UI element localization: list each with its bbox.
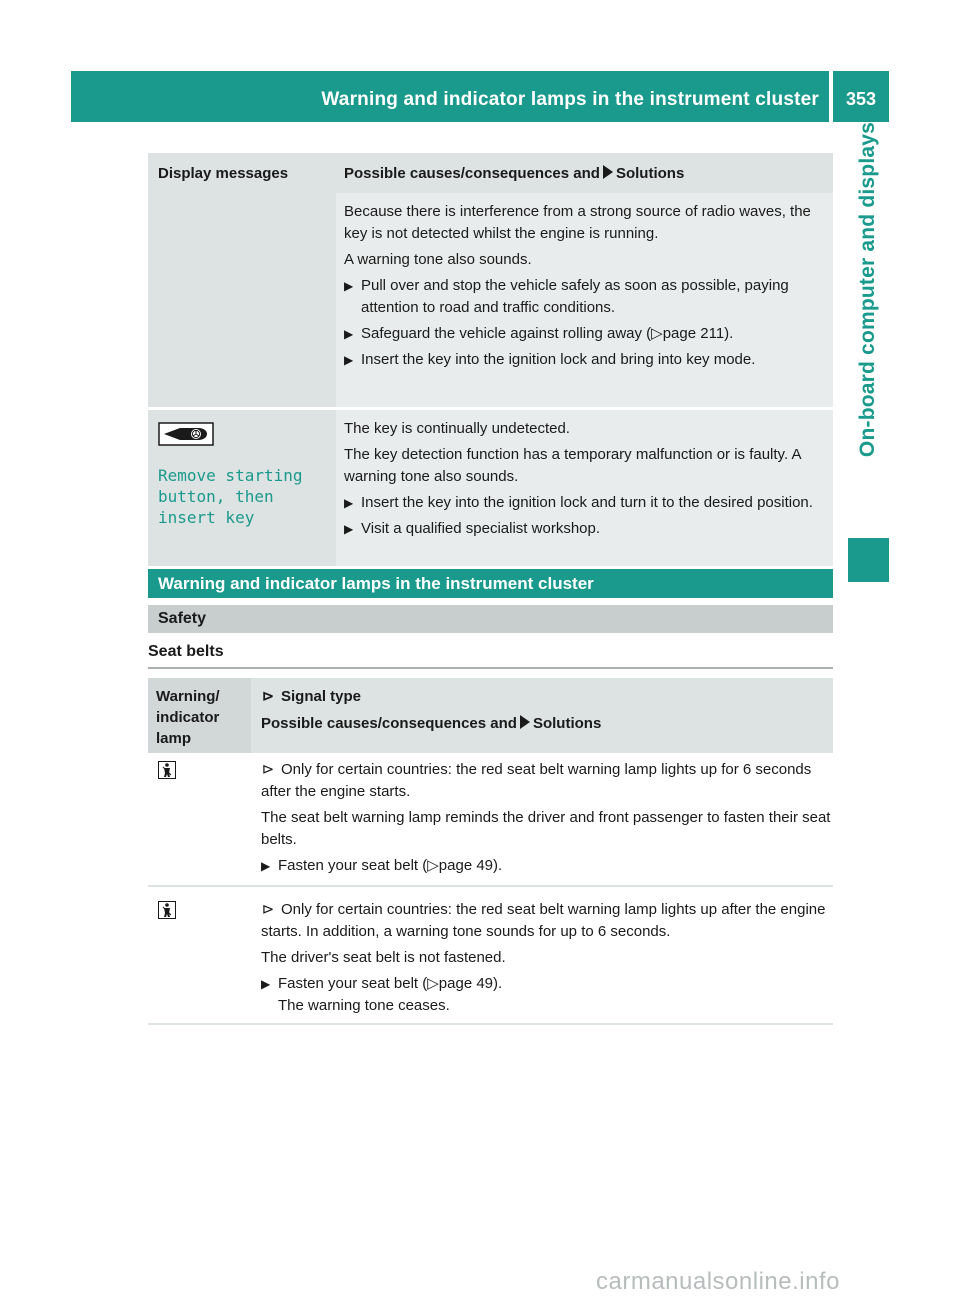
- signal-causes-cell: [251, 753, 833, 886]
- side-chapter-marker: [848, 538, 889, 582]
- step-arrow-icon: ▶: [344, 353, 354, 367]
- heading-rule: [148, 667, 833, 669]
- side-chapter-label: On-board computer and displays: [856, 122, 879, 458]
- step-text: Insert the key into the ignition lock and turn it to the desired position.: [361, 493, 813, 511]
- causes-label: Possible causes/consequences and: [261, 715, 517, 732]
- column-header-signal-causes: [251, 678, 833, 753]
- solution-arrow-icon: [603, 165, 613, 179]
- seat-belt-lamps-table: [148, 678, 833, 1025]
- step-text: Fasten your seat belt (: [278, 975, 428, 992]
- cause-text-content: Only for certain countries: the red seat belt warning lamp lights up for 6 seconds after the engine starts.: [261, 761, 812, 800]
- signal-causes-cell: [251, 886, 833, 1024]
- step-arrow-icon: ▶: [344, 327, 354, 341]
- step-text: Fasten your seat belt (: [278, 857, 428, 874]
- cause-text: The driver's seat belt is not fastened.: [261, 949, 506, 966]
- solutions-label: Solutions: [532, 715, 602, 732]
- step-arrow-icon: ▶: [261, 859, 271, 873]
- cause-text: The key detection function has a temporary malfunction or is faulty. A warning tone also sounds.: [344, 445, 801, 485]
- solution-step: [261, 973, 832, 1017]
- watermark: carmanualsonline.info: [596, 1268, 840, 1295]
- display-message-line: insert key: [158, 507, 255, 527]
- step-arrow-icon: ▶: [344, 279, 354, 293]
- display-message-line: button, then: [158, 486, 274, 506]
- display-message-cell: [148, 408, 336, 566]
- page-ref-icon: ▷: [651, 325, 663, 342]
- solution-step: [344, 349, 832, 371]
- header-title: Warning and indicator lamps in the instrument cluster: [321, 89, 819, 110]
- step-text: Visit a qualified specialist workshop.: [361, 519, 601, 537]
- subsection-title: Safety: [148, 605, 833, 633]
- cause-text: The key is continually undetected.: [344, 419, 570, 437]
- seat-belt-icon: [158, 761, 176, 779]
- cause-text: Because there is interference from a strong source of radio waves, the key is not detected whilst the engine is running.: [344, 203, 811, 242]
- table-row: [148, 193, 833, 408]
- solutions-label: Solutions: [615, 164, 685, 182]
- topic-heading: Seat belts: [148, 643, 224, 660]
- section-title: Warning and indicator lamps in the instrument cluster: [148, 569, 833, 598]
- signal-type-icon: ⊳: [261, 761, 275, 778]
- solution-step: [344, 518, 832, 540]
- header-line: lamp: [156, 730, 192, 747]
- cause-text: A warning tone also sounds.: [344, 251, 532, 268]
- page-reference-link[interactable]: page 49).: [438, 975, 503, 992]
- signal-type-icon: ⊳: [261, 901, 275, 918]
- page-number: 353: [845, 89, 877, 109]
- cause-text: The seat belt warning lamp reminds the driver and front passenger to fasten their seat belts.: [261, 809, 831, 848]
- step-arrow-icon: ▶: [344, 495, 354, 510]
- display-message-cell: [148, 193, 336, 408]
- column-header-causes: [336, 153, 833, 193]
- header-line: indicator: [156, 709, 220, 726]
- lamp-cell: [148, 753, 251, 886]
- solution-arrow-icon: [520, 715, 530, 729]
- cause-text: [261, 759, 832, 803]
- lamp-cell: [148, 886, 251, 1024]
- causes-cell: [336, 193, 833, 408]
- signal-type-icon: ⊳: [261, 688, 275, 705]
- page-header: [71, 71, 889, 122]
- mercedes-key-icon: [158, 422, 214, 446]
- causes-cell: [336, 408, 833, 566]
- page-reference-link[interactable]: page 211).: [662, 325, 734, 342]
- step-arrow-icon: ▶: [261, 977, 271, 991]
- solution-step: [344, 275, 832, 319]
- cause-text: [261, 899, 832, 943]
- signal-type-label: Signal type: [281, 688, 362, 705]
- table-row: [148, 753, 833, 886]
- solution-step: [344, 323, 832, 345]
- column-header-lamp: [148, 678, 251, 753]
- table-row: [148, 886, 833, 1024]
- causes-label: Possible causes/consequences and: [344, 164, 600, 182]
- side-chapter-tab: [848, 122, 889, 582]
- solution-step: [344, 492, 832, 514]
- page-ref-icon: ▷: [427, 857, 439, 874]
- page-reference-link[interactable]: page 49).: [438, 857, 503, 874]
- step-text: Pull over and stop the vehicle safely as soon as possible, paying attention to road and traffic conditions.: [361, 277, 789, 316]
- column-header-display-messages: Display messages: [148, 153, 336, 193]
- step-text: Insert the key into the ignition lock and bring into key mode.: [361, 351, 756, 368]
- header-line: Warning/: [156, 688, 220, 705]
- display-messages-table: [148, 153, 833, 566]
- cause-text-content: Only for certain countries: the red seat belt warning lamp lights up after the engine starts. In addition, a warning tone sounds for up to 6 seconds.: [261, 901, 826, 940]
- seat-belt-icon: [158, 901, 176, 919]
- step-arrow-icon: ▶: [344, 521, 354, 536]
- display-message-line: Remove starting: [158, 465, 303, 485]
- step-text: Safeguard the vehicle against rolling away (: [361, 325, 652, 342]
- page-ref-icon: ▷: [427, 975, 439, 992]
- solution-step: [261, 855, 832, 877]
- table-row: [148, 408, 833, 566]
- step-text: The warning tone ceases.: [278, 997, 450, 1014]
